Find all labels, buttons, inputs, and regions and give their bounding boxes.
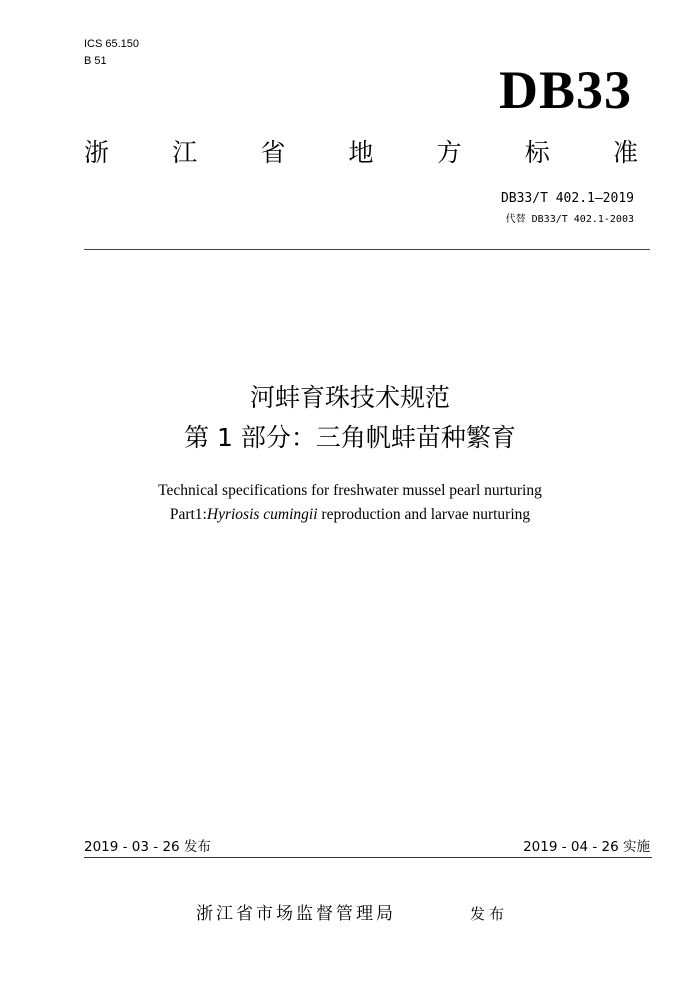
english-title-line2 [0, 504, 700, 526]
ics-code: ICS 65.150 [84, 38, 140, 50]
english-title-part-prefix: Part1: [169, 506, 207, 523]
standard-type-char: 方 [436, 138, 462, 167]
classification-codes [84, 36, 139, 70]
standard-type-char: 浙 [84, 138, 110, 167]
publish-label: 发布 [470, 905, 509, 923]
species-name: Hyriosis cumingii [206, 506, 318, 523]
standard-type-char: 省 [260, 138, 286, 167]
ccs-code: B 51 [84, 55, 107, 67]
footer-divider [84, 857, 652, 858]
db33-logo: DB33 [498, 60, 632, 120]
english-title-suffix: reproduction and larvae nurturing [317, 506, 531, 523]
standard-number: DB33/T 402.1—2019 [500, 191, 634, 206]
standard-type-char: 标 [524, 138, 550, 167]
standard-type-char: 江 [172, 138, 198, 167]
chinese-title-line1: 河蚌育珠技术规范 [249, 383, 450, 412]
english-title-line1: Technical specifications for freshwater mussel pearl nurturing [158, 482, 542, 499]
standard-type-heading [84, 136, 638, 170]
header-divider [84, 249, 650, 250]
chinese-title-line2: 第 1 部分：三角帆蚌苗种繁育 [184, 423, 516, 452]
issue-date: 2019 - 03 - 26 发布 [84, 839, 211, 855]
standard-type-char: 地 [348, 138, 374, 167]
standard-type-char: 准 [612, 138, 638, 167]
implementation-date: 2019 - 04 - 26 实施 [523, 839, 650, 855]
replaces-standard: 代替 DB33/T 402.1-2003 [505, 214, 634, 225]
issuing-authority: 浙江省市场监督管理局 [196, 904, 396, 924]
